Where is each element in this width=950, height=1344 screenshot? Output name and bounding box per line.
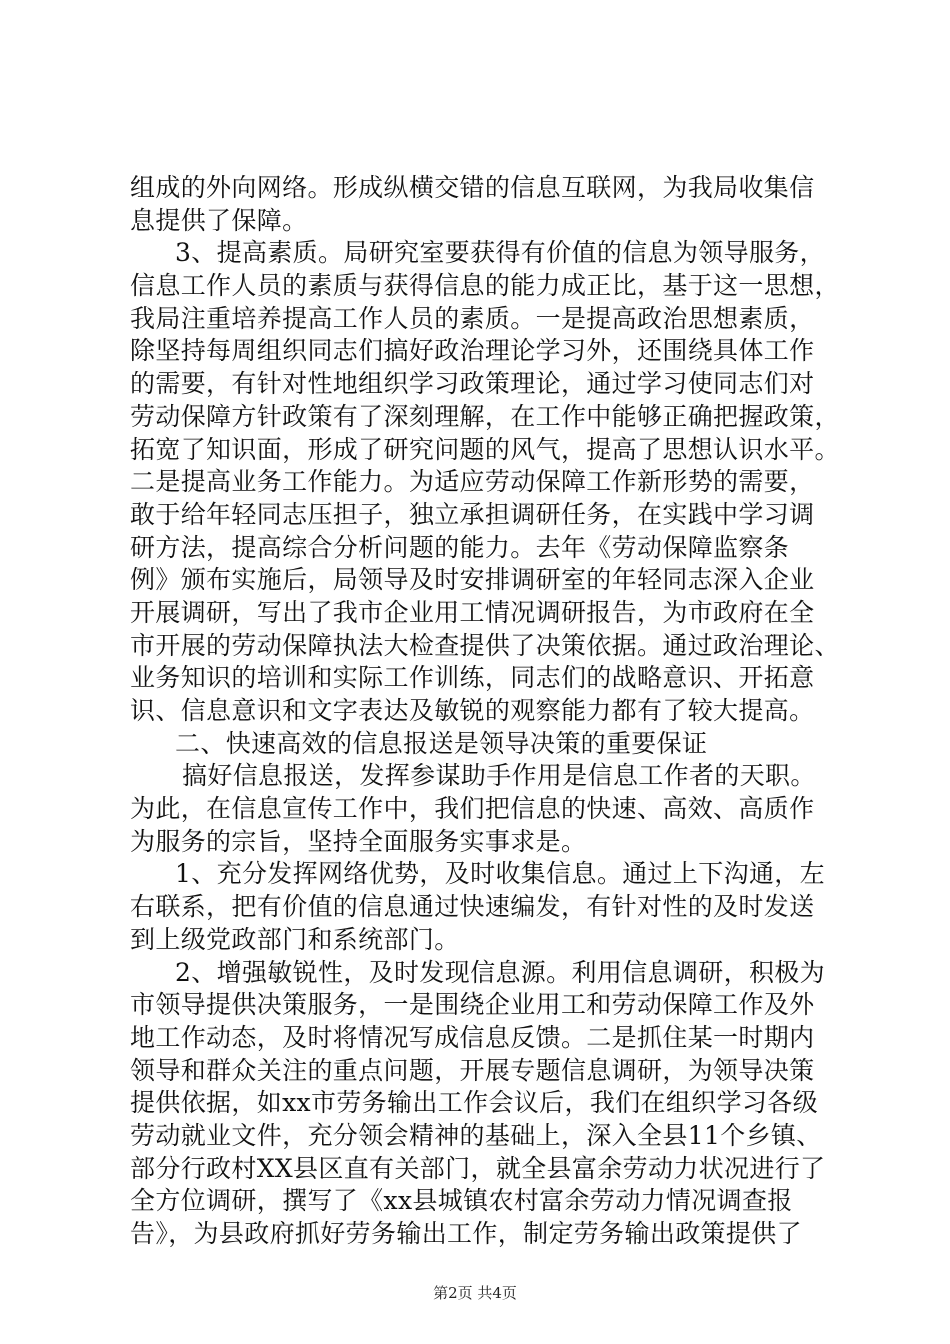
text-line: 1、充分发挥网络优势，及时收集信息。通过上下沟通，左 <box>175 859 826 889</box>
text-line: 2、增强敏锐性，及时发现信息源。利用信息调研，积极为 <box>175 957 826 987</box>
text-line: 组成的外向网络。形成纵横交错的信息互联网，为我局收集信 <box>130 173 815 202</box>
text-line: 业务知识的培训和实际工作训练，同志们的战略意识、开拓意 <box>130 663 815 693</box>
text-line: 部分行政村XX县区直有关部门，就全县富余劳动力状况进行了 <box>130 1153 826 1183</box>
text-line: 市领导提供决策服务，一是围绕企业用工和劳动保障工作及外 <box>130 990 815 1020</box>
text-line: 研方法，提高综合分析问题的能力。去年《劳动保障监察条 <box>130 532 790 562</box>
text-line: 劳动保障方针政策有了深刻理解，在工作中能够正确把握政策， <box>130 401 840 431</box>
page-number-footer: 第2页 共4页 <box>433 1284 517 1302</box>
text-line: 的需要，有针对性地组织学习政策理论，通过学习使同志们对 <box>130 369 815 399</box>
text-line: 为服务的宗旨，坚持全面服务实事求是。 <box>130 826 587 856</box>
text-line: 信息工作人员的素质与获得信息的能力成正比，基于这一思想， <box>130 271 840 301</box>
text-line: 例》颁布实施后，局领导及时安排调研室的年轻同志深入企业 <box>130 565 815 595</box>
text-line: 除坚持每周组织同志们搞好政治理论学习外，还围绕具体工作 <box>130 336 815 366</box>
text-line: 识、信息意识和文字表达及敏锐的观察能力都有了较大提高。 <box>130 696 815 725</box>
text-line: 市开展的劳动保障执法大检查提供了决策依据。通过政治理论、 <box>130 630 840 660</box>
text-line: 全方位调研，撰写了《xx县城镇农村富余劳动力情况调查报 <box>130 1186 793 1216</box>
text-line: 地工作动态，及时将情况写成信息反馈。二是抓住某一时期内 <box>130 1022 815 1052</box>
text-line: 右联系，把有价值的信息通过快速编发，有针对性的及时发送 <box>130 892 815 922</box>
text-line: 劳动就业文件，充分领会精神的基础上，深入全县11个乡镇、 <box>130 1120 822 1150</box>
text-line: 拓宽了知识面，形成了研究问题的风气，提高了思想认识水平。 <box>130 434 840 464</box>
text-line: 领导和群众关注的重点问题，开展专题信息调研，为领导决策 <box>130 1055 815 1085</box>
text-line: 息提供了保障。 <box>130 205 308 235</box>
section-heading: 二、快速高效的信息报送是领导决策的重要保证 <box>175 728 708 758</box>
text-line: 告》，为县政府抓好劳务输出工作，制定劳务输出政策提供了 <box>130 1219 802 1248</box>
text-line: 我局注重培养提高工作人员的素质。一是提高政治思想素质， <box>130 303 815 333</box>
text-line: 到上级党政部门和系统部门。 <box>130 924 460 954</box>
text-line: 敢于给年轻同志压担子，独立承担调研任务，在实践中学习调 <box>130 499 815 529</box>
text-line: 提供依据，如xx市劳务输出工作会议后，我们在组织学习各级 <box>130 1088 819 1118</box>
document-body <box>130 172 840 1251</box>
text-line: 二是提高业务工作能力。为适应劳动保障工作新形势的需要， <box>130 467 815 497</box>
text-line: 搞好信息报送，发挥参谋助手作用是信息工作者的天职。 <box>182 761 816 791</box>
text-line: 为此，在信息宣传工作中，我们把信息的快速、高效、高质作 <box>130 794 815 824</box>
text-line: 3、提高素质。局研究室要获得有价值的信息为领导服务， <box>175 238 826 268</box>
text-line: 开展调研，写出了我市企业用工情况调研报告，为市政府在全 <box>130 597 815 627</box>
